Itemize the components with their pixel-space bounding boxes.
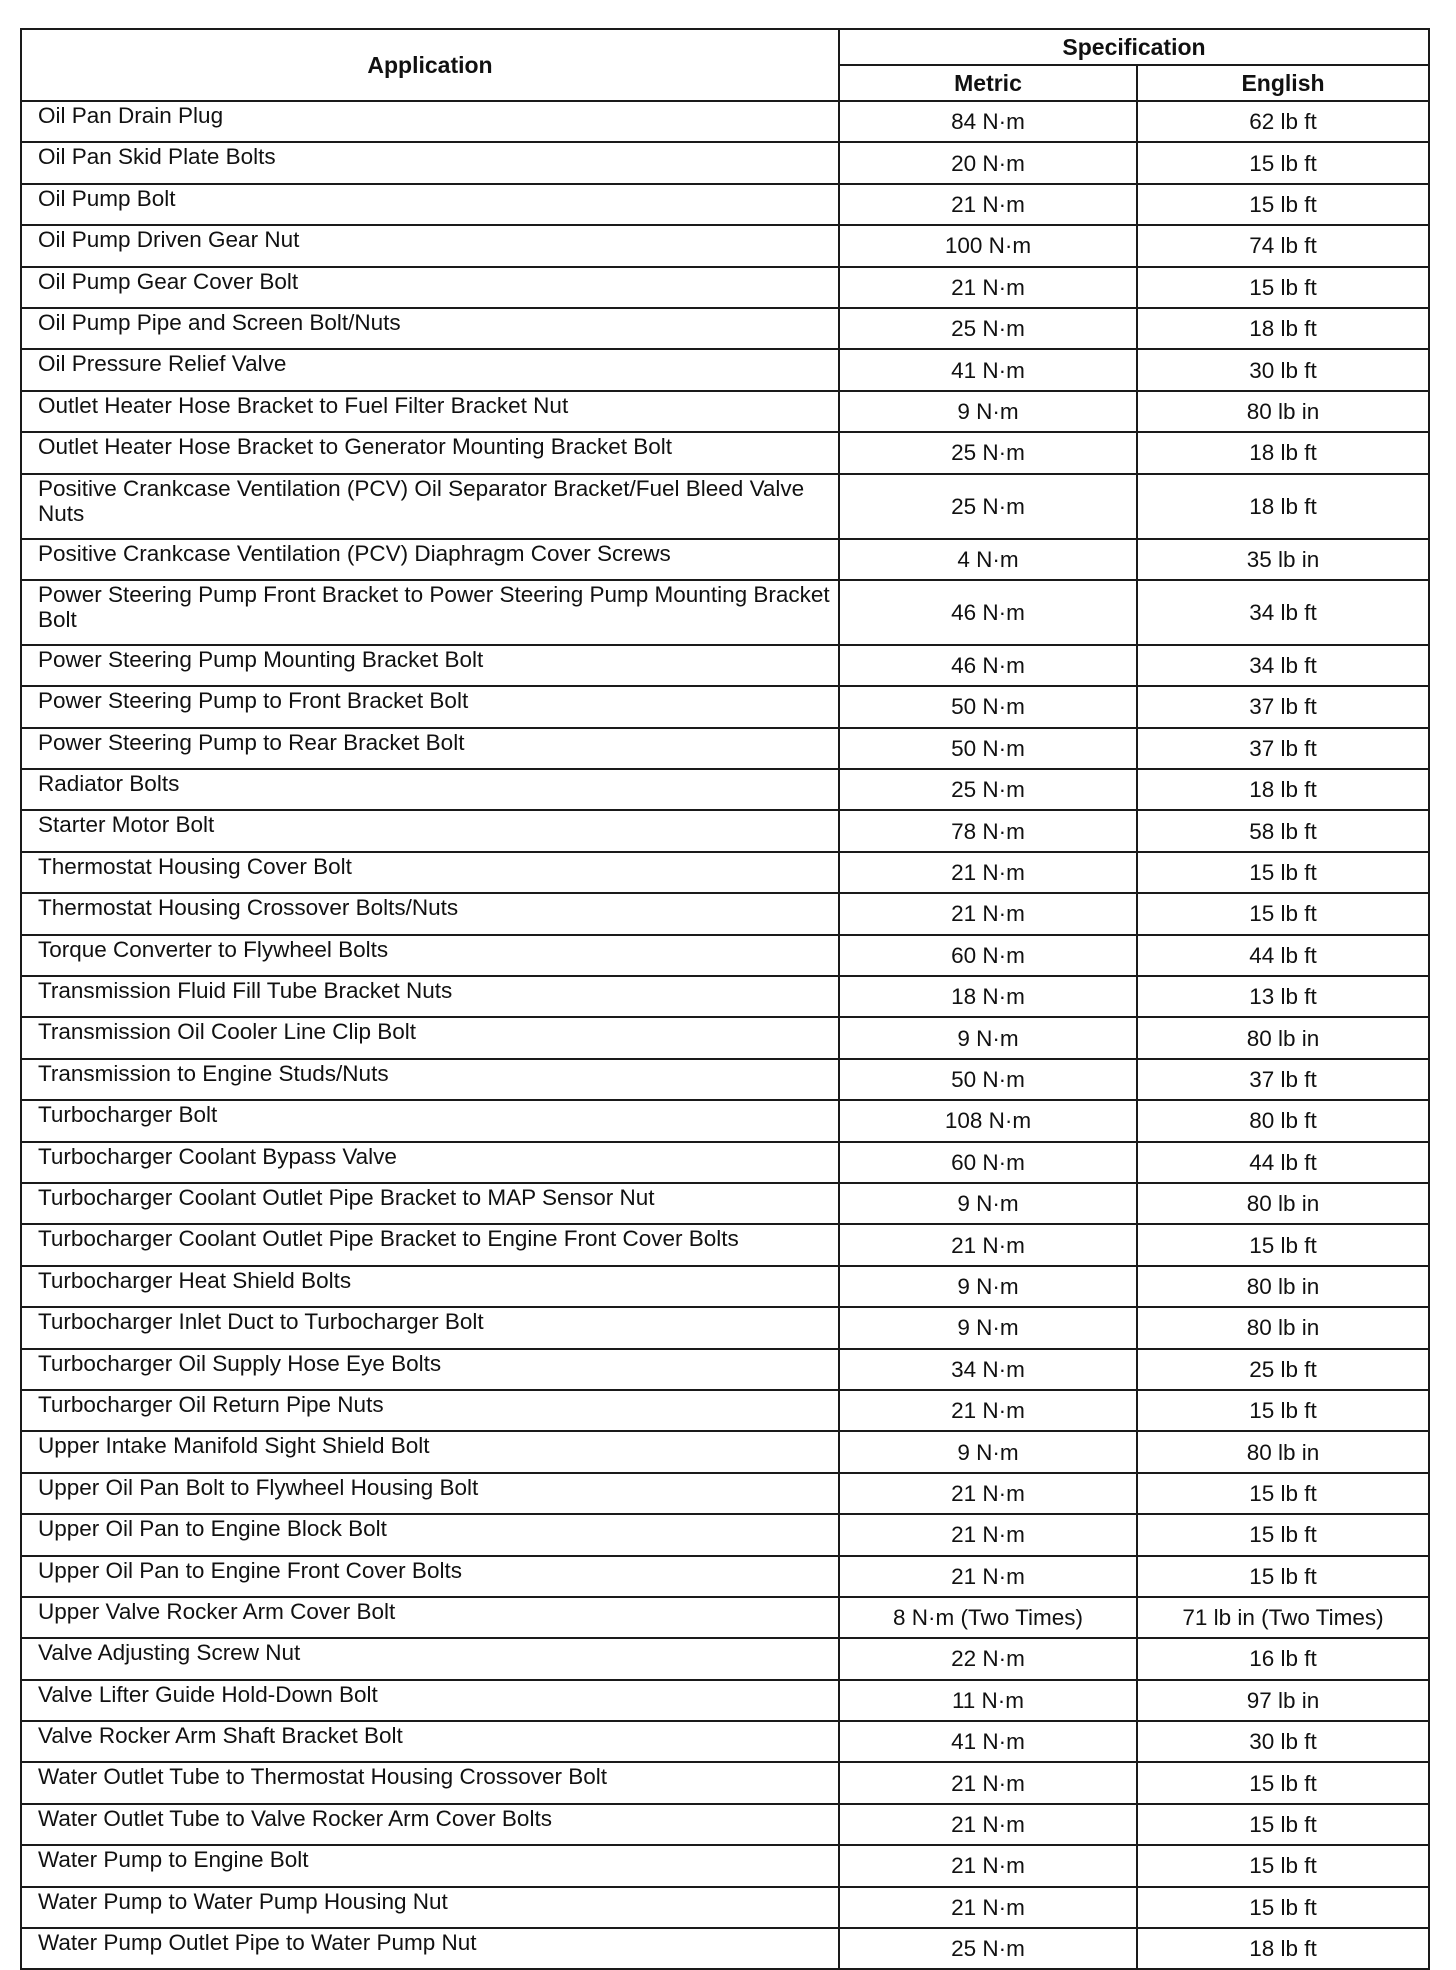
metric-value-cell: 50 N·m [839, 728, 1137, 769]
english-value-cell: 18 lb ft [1137, 432, 1429, 473]
application-cell: Water Outlet Tube to Thermostat Housing Crossover Bolt [21, 1762, 839, 1803]
table-row [21, 1721, 1429, 1762]
application-cell: Turbocharger Bolt [21, 1100, 839, 1141]
english-value-cell: 15 lb ft [1137, 1887, 1429, 1928]
english-value-cell: 15 lb ft [1137, 1556, 1429, 1597]
metric-value-cell: 20 N·m [839, 142, 1137, 183]
application-cell: Oil Pump Driven Gear Nut [21, 225, 839, 266]
table-row [21, 1059, 1429, 1100]
application-cell: Upper Intake Manifold Sight Shield Bolt [21, 1431, 839, 1472]
application-cell: Radiator Bolts [21, 769, 839, 810]
application-cell: Oil Pan Skid Plate Bolts [21, 142, 839, 183]
table-row [21, 645, 1429, 686]
application-cell: Oil Pump Bolt [21, 184, 839, 225]
application-cell: Outlet Heater Hose Bracket to Generator Mounting Bracket Bolt [21, 432, 839, 473]
metric-value-cell: 21 N·m [839, 1887, 1137, 1928]
metric-value-cell: 50 N·m [839, 1059, 1137, 1100]
metric-value-cell: 18 N·m [839, 976, 1137, 1017]
table-row [21, 580, 1429, 645]
metric-value-cell: 4 N·m [839, 539, 1137, 580]
application-cell: Turbocharger Heat Shield Bolts [21, 1266, 839, 1307]
metric-value-cell: 21 N·m [839, 1224, 1137, 1265]
english-value-cell: 15 lb ft [1137, 1224, 1429, 1265]
application-cell: Oil Pump Gear Cover Bolt [21, 267, 839, 308]
application-cell: Turbocharger Coolant Outlet Pipe Bracket to MAP Sensor Nut [21, 1183, 839, 1224]
table-row [21, 810, 1429, 851]
application-cell: Turbocharger Oil Supply Hose Eye Bolts [21, 1349, 839, 1390]
table-row [21, 101, 1429, 142]
metric-value-cell: 34 N·m [839, 1349, 1137, 1390]
application-cell: Valve Adjusting Screw Nut [21, 1638, 839, 1679]
english-value-cell: 44 lb ft [1137, 935, 1429, 976]
application-cell: Positive Crankcase Ventilation (PCV) Diaphragm Cover Screws [21, 539, 839, 580]
metric-value-cell: 11 N·m [839, 1680, 1137, 1721]
application-cell: Outlet Heater Hose Bracket to Fuel Filter Bracket Nut [21, 391, 839, 432]
application-cell: Power Steering Pump Mounting Bracket Bolt [21, 645, 839, 686]
metric-value-cell: 21 N·m [839, 1762, 1137, 1803]
table-row [21, 184, 1429, 225]
table-row [21, 225, 1429, 266]
table-row [21, 728, 1429, 769]
application-cell: Power Steering Pump Front Bracket to Power Steering Pump Mounting Bracket Bolt [21, 580, 839, 645]
table-row [21, 1100, 1429, 1141]
specification-column-header: Specification [839, 29, 1429, 65]
application-cell: Torque Converter to Flywheel Bolts [21, 935, 839, 976]
table-row [21, 1514, 1429, 1555]
table-row [21, 1349, 1429, 1390]
english-value-cell: 15 lb ft [1137, 852, 1429, 893]
english-value-cell: 80 lb in [1137, 1431, 1429, 1472]
metric-value-cell: 21 N·m [839, 1514, 1137, 1555]
application-cell: Transmission to Engine Studs/Nuts [21, 1059, 839, 1100]
application-column-header: Application [21, 29, 839, 101]
metric-column-header: Metric [839, 65, 1137, 101]
table-row [21, 1142, 1429, 1183]
english-value-cell: 15 lb ft [1137, 142, 1429, 183]
english-value-cell: 30 lb ft [1137, 349, 1429, 390]
application-cell: Turbocharger Coolant Bypass Valve [21, 1142, 839, 1183]
metric-value-cell: 21 N·m [839, 893, 1137, 934]
english-value-cell: 15 lb ft [1137, 1473, 1429, 1514]
table-row [21, 1390, 1429, 1431]
english-value-cell: 80 lb in [1137, 1266, 1429, 1307]
table-row [21, 893, 1429, 934]
metric-value-cell: 84 N·m [839, 101, 1137, 142]
english-value-cell: 15 lb ft [1137, 267, 1429, 308]
english-value-cell: 34 lb ft [1137, 645, 1429, 686]
english-value-cell: 15 lb ft [1137, 1762, 1429, 1803]
english-value-cell: 80 lb in [1137, 1017, 1429, 1058]
application-cell: Water Pump to Water Pump Housing Nut [21, 1887, 839, 1928]
metric-value-cell: 41 N·m [839, 1721, 1137, 1762]
metric-value-cell: 25 N·m [839, 474, 1137, 539]
application-cell: Valve Rocker Arm Shaft Bracket Bolt [21, 1721, 839, 1762]
english-value-cell: 30 lb ft [1137, 1721, 1429, 1762]
metric-value-cell: 41 N·m [839, 349, 1137, 390]
table-row [21, 1887, 1429, 1928]
english-value-cell: 37 lb ft [1137, 1059, 1429, 1100]
metric-value-cell: 21 N·m [839, 1556, 1137, 1597]
table-row [21, 769, 1429, 810]
metric-value-cell: 60 N·m [839, 1142, 1137, 1183]
metric-value-cell: 25 N·m [839, 432, 1137, 473]
application-cell: Oil Pressure Relief Valve [21, 349, 839, 390]
metric-value-cell: 9 N·m [839, 1183, 1137, 1224]
table-row [21, 308, 1429, 349]
table-row [21, 349, 1429, 390]
metric-value-cell: 50 N·m [839, 686, 1137, 727]
application-cell: Water Outlet Tube to Valve Rocker Arm Cover Bolts [21, 1804, 839, 1845]
table-body [21, 101, 1429, 1969]
table-header [21, 29, 1429, 101]
application-cell: Starter Motor Bolt [21, 810, 839, 851]
english-value-cell: 44 lb ft [1137, 1142, 1429, 1183]
english-value-cell: 80 lb in [1137, 1183, 1429, 1224]
metric-value-cell: 9 N·m [839, 1017, 1137, 1058]
english-value-cell: 74 lb ft [1137, 225, 1429, 266]
english-value-cell: 80 lb in [1137, 1307, 1429, 1348]
metric-value-cell: 25 N·m [839, 308, 1137, 349]
table-row [21, 1556, 1429, 1597]
metric-value-cell: 46 N·m [839, 580, 1137, 645]
application-cell: Oil Pump Pipe and Screen Bolt/Nuts [21, 308, 839, 349]
application-cell: Transmission Oil Cooler Line Clip Bolt [21, 1017, 839, 1058]
english-value-cell: 35 lb in [1137, 539, 1429, 580]
english-value-cell: 80 lb ft [1137, 1100, 1429, 1141]
table-row [21, 1224, 1429, 1265]
table-row [21, 1017, 1429, 1058]
table-row [21, 686, 1429, 727]
table-row [21, 142, 1429, 183]
table-row [21, 1845, 1429, 1886]
application-cell: Water Pump Outlet Pipe to Water Pump Nut [21, 1928, 839, 1969]
table-row [21, 1473, 1429, 1514]
application-cell: Valve Lifter Guide Hold-Down Bolt [21, 1680, 839, 1721]
table-row [21, 539, 1429, 580]
metric-value-cell: 46 N·m [839, 645, 1137, 686]
application-cell: Oil Pan Drain Plug [21, 101, 839, 142]
table-row [21, 1928, 1429, 1969]
table-row [21, 432, 1429, 473]
english-value-cell: 15 lb ft [1137, 893, 1429, 934]
table-row [21, 852, 1429, 893]
english-value-cell: 16 lb ft [1137, 1638, 1429, 1679]
application-cell: Upper Oil Pan to Engine Block Bolt [21, 1514, 839, 1555]
english-value-cell: 34 lb ft [1137, 580, 1429, 645]
metric-value-cell: 21 N·m [839, 1473, 1137, 1514]
application-cell: Upper Oil Pan to Engine Front Cover Bolts [21, 1556, 839, 1597]
english-value-cell: 37 lb ft [1137, 728, 1429, 769]
english-value-cell: 18 lb ft [1137, 474, 1429, 539]
metric-value-cell: 108 N·m [839, 1100, 1137, 1141]
table-row [21, 1804, 1429, 1845]
metric-value-cell: 21 N·m [839, 267, 1137, 308]
english-value-cell: 15 lb ft [1137, 1390, 1429, 1431]
table-row [21, 1266, 1429, 1307]
metric-value-cell: 100 N·m [839, 225, 1137, 266]
english-value-cell: 37 lb ft [1137, 686, 1429, 727]
metric-value-cell: 8 N·m (Two Times) [839, 1597, 1137, 1638]
application-cell: Water Pump to Engine Bolt [21, 1845, 839, 1886]
table-row [21, 1597, 1429, 1638]
metric-value-cell: 9 N·m [839, 1307, 1137, 1348]
english-value-cell: 71 lb in (Two Times) [1137, 1597, 1429, 1638]
metric-value-cell: 21 N·m [839, 1845, 1137, 1886]
application-cell: Positive Crankcase Ventilation (PCV) Oil Separator Bracket/Fuel Bleed Valve Nuts [21, 474, 839, 539]
metric-value-cell: 22 N·m [839, 1638, 1137, 1679]
metric-value-cell: 21 N·m [839, 184, 1137, 225]
table-row [21, 935, 1429, 976]
metric-value-cell: 9 N·m [839, 391, 1137, 432]
english-value-cell: 15 lb ft [1137, 1845, 1429, 1886]
table-row [21, 1680, 1429, 1721]
english-value-cell: 13 lb ft [1137, 976, 1429, 1017]
english-value-cell: 62 lb ft [1137, 101, 1429, 142]
fastener-specification-table [20, 28, 1430, 1970]
english-value-cell: 18 lb ft [1137, 769, 1429, 810]
english-column-header: English [1137, 65, 1429, 101]
table-row [21, 391, 1429, 432]
application-cell: Upper Valve Rocker Arm Cover Bolt [21, 1597, 839, 1638]
english-value-cell: 18 lb ft [1137, 1928, 1429, 1969]
metric-value-cell: 25 N·m [839, 769, 1137, 810]
table-row [21, 1431, 1429, 1472]
metric-value-cell: 21 N·m [839, 1390, 1137, 1431]
english-value-cell: 15 lb ft [1137, 184, 1429, 225]
english-value-cell: 97 lb in [1137, 1680, 1429, 1721]
english-value-cell: 80 lb in [1137, 391, 1429, 432]
table-row [21, 474, 1429, 539]
application-cell: Power Steering Pump to Rear Bracket Bolt [21, 728, 839, 769]
metric-value-cell: 60 N·m [839, 935, 1137, 976]
application-cell: Turbocharger Inlet Duct to Turbocharger Bolt [21, 1307, 839, 1348]
application-cell: Transmission Fluid Fill Tube Bracket Nuts [21, 976, 839, 1017]
metric-value-cell: 21 N·m [839, 1804, 1137, 1845]
metric-value-cell: 25 N·m [839, 1928, 1137, 1969]
english-value-cell: 15 lb ft [1137, 1804, 1429, 1845]
application-cell: Turbocharger Oil Return Pipe Nuts [21, 1390, 839, 1431]
english-value-cell: 58 lb ft [1137, 810, 1429, 851]
application-cell: Thermostat Housing Cover Bolt [21, 852, 839, 893]
table-row [21, 1307, 1429, 1348]
english-value-cell: 18 lb ft [1137, 308, 1429, 349]
table-row [21, 976, 1429, 1017]
table-row [21, 1638, 1429, 1679]
application-cell: Upper Oil Pan Bolt to Flywheel Housing Bolt [21, 1473, 839, 1514]
metric-value-cell: 78 N·m [839, 810, 1137, 851]
english-value-cell: 15 lb ft [1137, 1514, 1429, 1555]
application-cell: Turbocharger Coolant Outlet Pipe Bracket to Engine Front Cover Bolts [21, 1224, 839, 1265]
metric-value-cell: 21 N·m [839, 852, 1137, 893]
table-row [21, 267, 1429, 308]
table-row [21, 1183, 1429, 1224]
application-cell: Thermostat Housing Crossover Bolts/Nuts [21, 893, 839, 934]
application-cell: Power Steering Pump to Front Bracket Bolt [21, 686, 839, 727]
table-row [21, 1762, 1429, 1803]
metric-value-cell: 9 N·m [839, 1431, 1137, 1472]
metric-value-cell: 9 N·m [839, 1266, 1137, 1307]
english-value-cell: 25 lb ft [1137, 1349, 1429, 1390]
